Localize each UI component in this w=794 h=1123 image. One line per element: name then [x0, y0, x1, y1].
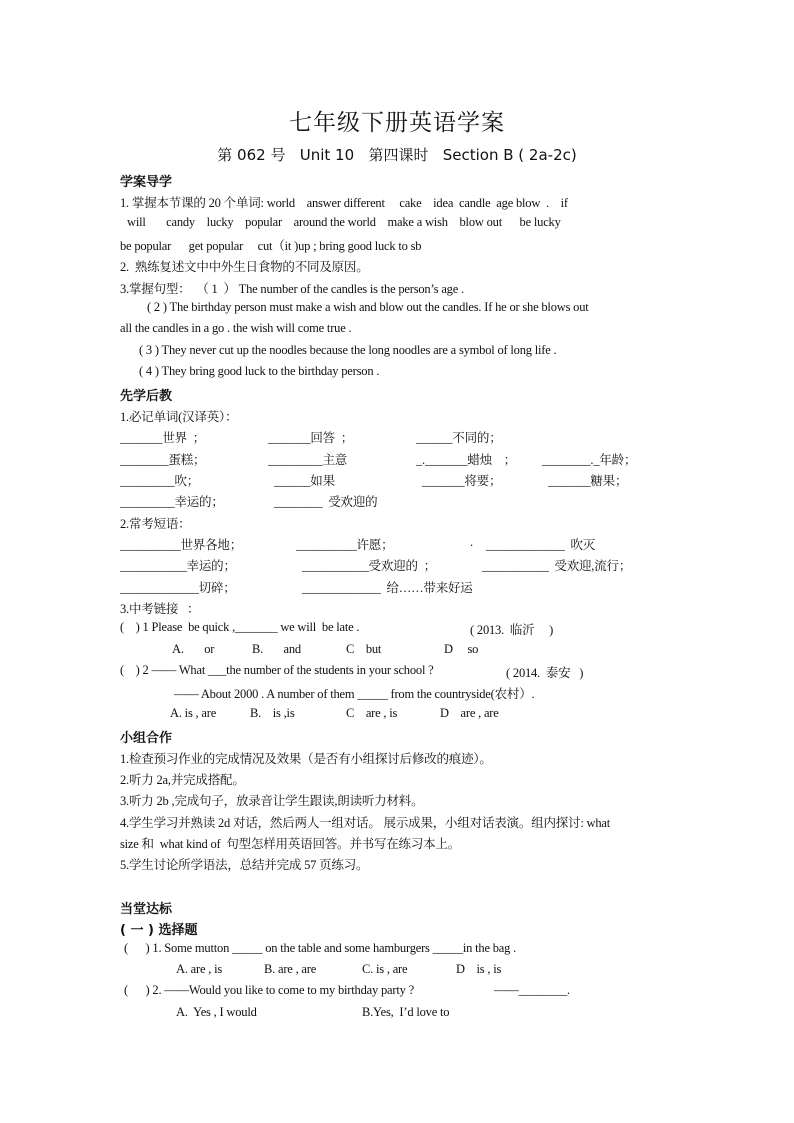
- phrases-row-1: __________世界各地； __________许愿； . _____________ 吹灭: [120, 535, 596, 552]
- target-question-2: ( ) 2. ——Would you like to come to my birthday party ? ——________.: [124, 983, 570, 997]
- target-question-1-options: A. are , is B. are , are C. is , are D is , is: [176, 962, 502, 976]
- exam-question-2-line-b: —— About 2000 . A number of them _____ from the countryside(农村）.: [174, 687, 535, 701]
- guide-line-2: will candy lucky popular around the world make a wish blow out be lucky: [127, 215, 561, 229]
- group-line-6: 5.学生讨论所学语法，总结并完成 57 页练习。: [120, 858, 369, 872]
- exam-question-2: ( ) 2 —— What ___the number of the students in your school ? ( 2014. 泰安 ): [120, 663, 584, 680]
- page-subtitle: 第 062 号 Unit 10 第四课时 Section B ( 2a-2c): [217, 146, 577, 164]
- words-row-2: ________蛋糕； _________主意 _._______蜡烛 ； ________._年龄；: [120, 453, 637, 467]
- section-heading-prestudy: 先学后教: [120, 389, 173, 404]
- phrases-row-3: _____________切碎； _____________ 给……带来好运: [120, 581, 473, 595]
- words-title: 1.必记单词(汉译英）：: [120, 410, 238, 424]
- target-question-1: ( ) 1. Some mutton _____ on the table and some hamburgers _____in the bag .: [124, 941, 517, 955]
- phrases-row-2: ___________幸运的； ___________受欢迎的 ； ___________ 受欢迎,流行；: [120, 559, 632, 573]
- target-question-2-options: A. Yes , I would B.Yes, I’d love to: [176, 1005, 450, 1019]
- words-row-3: _________吹； ______如果 _______将要； _______糖果；: [120, 474, 628, 488]
- guide-line-7: all the candles in a go . the wish will come true .: [120, 321, 352, 335]
- group-line-4: 4.学生学习并熟读 2d 对话，然后两人一组对话。 展示成果，小组对话表演。组内探讨: what: [120, 816, 611, 830]
- guide-line-3: be popular get popular cut（it )up ; bring good luck to sb: [120, 239, 422, 253]
- group-line-3: 3.听力 2b ,完成句子，放录音让学生跟读,朗读听力材料。: [120, 794, 424, 808]
- group-line-2: 2.听力 2a,并完成搭配。: [120, 773, 245, 787]
- group-line-5: size 和 what kind of 句型怎样用英语回答。并书写在练习本上。: [120, 837, 461, 851]
- words-row-1: _______世界 ； _______回答 ； ______不同的；: [120, 431, 502, 445]
- exam-title: 3.中考链接 ：: [120, 602, 200, 616]
- exam-question-1-options: A. or B. and C but D so: [172, 642, 479, 656]
- group-line-1: 1.检查预习作业的完成情况及效果（是否有小组探讨后修改的痕迹）。: [120, 752, 492, 766]
- guide-line-6: ( 2 ) The birthday person must make a wish and blow out the candles. If he or she blows out: [147, 300, 589, 314]
- words-row-4: _________幸运的； ________ 受欢迎的: [120, 495, 378, 509]
- section-heading-group: 小组合作: [120, 731, 173, 746]
- exam-question-1: ( ) 1 Please be quick ,_______ we will be late . ( 2013. 临沂 ): [120, 620, 554, 637]
- guide-line-4: 2. 熟练复述文中中外生日食物的不同及原因。: [120, 260, 369, 274]
- guide-line-1: 1. 掌握本节课的 20 个单词: world answer different cake idea candle age blow . if: [120, 196, 568, 210]
- exam-question-2-options: A. is , are B. is ,is C are , is D are , are: [170, 706, 499, 720]
- section-heading-target: 当堂达标: [120, 902, 173, 917]
- page-title: 七年级下册英语学案: [289, 110, 505, 136]
- phrases-title: 2.常考短语：: [120, 517, 191, 531]
- guide-line-9: ( 4 ) They bring good luck to the birthday person .: [139, 364, 380, 378]
- guide-line-8: ( 3 ) They never cut up the noodles because the long noodles are a symbol of long life .: [139, 343, 557, 357]
- section-heading-guide: 学案导学: [120, 175, 173, 190]
- target-subheading: ( 一 ) 选择题: [120, 923, 198, 938]
- guide-line-5: 3.掌握句型： （ 1 ） The number of the candles is the person’s age .: [120, 282, 464, 296]
